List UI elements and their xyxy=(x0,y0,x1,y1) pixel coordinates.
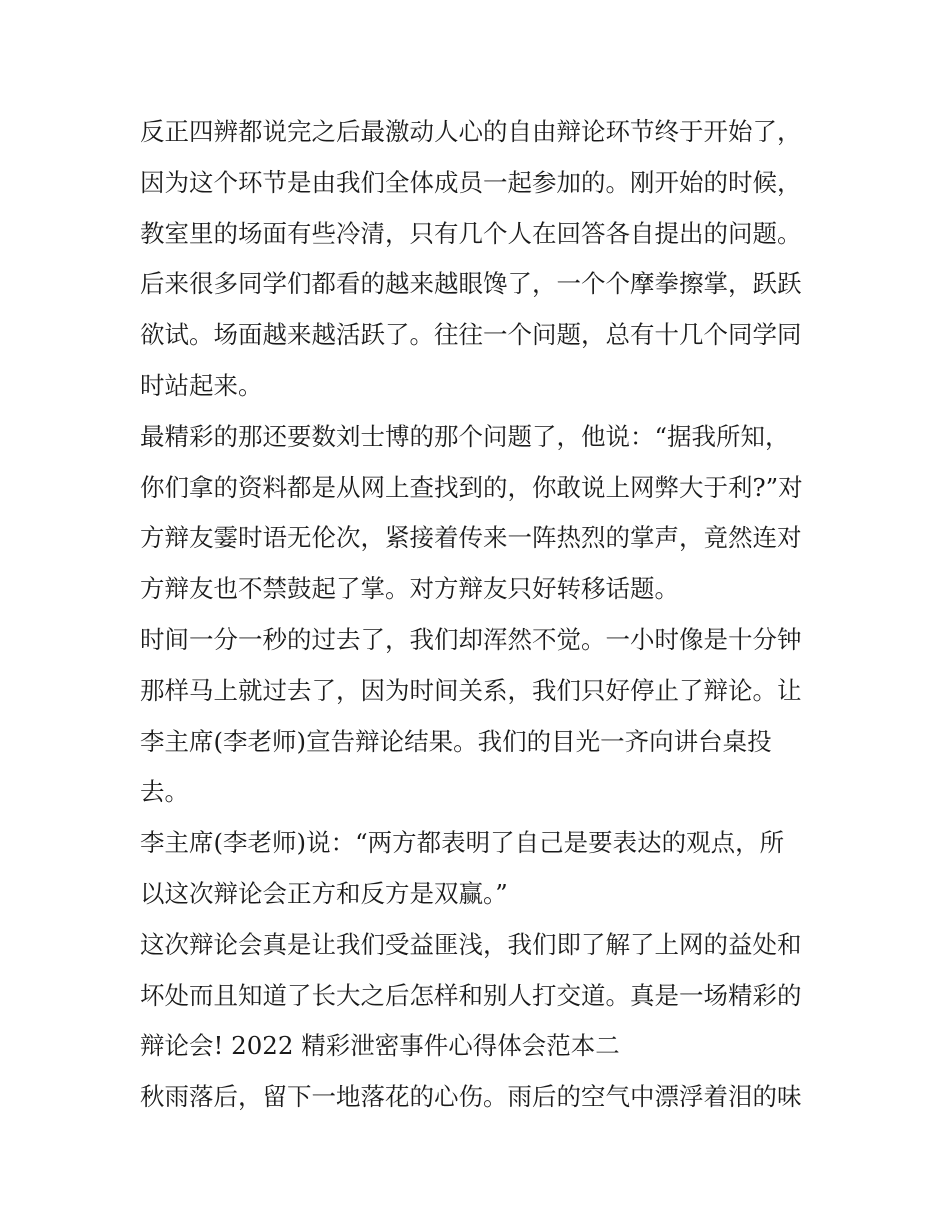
text-line: 反正四辨都说完之后最激动人心的自由辩论环节终于开始了， xyxy=(140,117,802,146)
text-line: 这次辩论会真是让我们受益匪浅，我们即了解了上网的益处和 xyxy=(140,929,802,959)
text-line: 秋雨落后，留下一地落花的心伤。雨后的空气中漂浮着泪的味 xyxy=(140,1082,802,1112)
text-line: 时间一分一秒的过去了，我们却浑然不觉。一小时像是十分钟 xyxy=(140,624,802,654)
text-line: 后来很多同学们都看的越来越眼馋了，一个个摩拳擦掌，跃跃 xyxy=(140,269,802,299)
text-line: 教室里的场面有些冷清，只有几个人在回答各自提出的问题。 xyxy=(140,218,802,248)
text-line: 最精彩的那还要数刘士博的那个问题了，他说：“据我所知， xyxy=(140,421,790,451)
text-line: 李主席(李老师)宣告辩论结果。我们的目光一齐向讲台桌投 xyxy=(140,726,772,756)
text-line: 方辩友也不禁鼓起了掌。对方辩友只好转移话题。 xyxy=(140,574,679,604)
document-body xyxy=(140,107,820,1123)
text-line: 你们拿的资料都是从网上查找到的，你敢说上网弊大于利?”对 xyxy=(140,472,803,502)
text-line: 去。 xyxy=(140,777,189,807)
text-line: 李主席(李老师)说：“两方都表明了自己是要表达的观点，所 xyxy=(140,828,785,858)
text-line: 坏处而且知道了长大之后怎样和别人打交道。真是一场精彩的 xyxy=(140,980,802,1010)
text-line: 以这次辩论会正方和反方是双赢。” xyxy=(140,878,508,908)
text-line: 辩论会! 2022 精彩泄密事件心得体会范本二 xyxy=(140,1031,620,1061)
text-line: 因为这个环节是由我们全体成员一起参加的。刚开始的时候， xyxy=(140,167,802,197)
text-line: 时站起来。 xyxy=(140,370,263,400)
text-line: 方辩友霎时语无伦次，紧接着传来一阵热烈的掌声，竟然连对 xyxy=(140,523,802,553)
text-line: 欲试。场面越来越活跃了。往往一个问题，总有十几个同学同 xyxy=(140,320,802,350)
text-line: 那样马上就过去了，因为时间关系，我们只好停止了辩论。让 xyxy=(140,675,802,705)
